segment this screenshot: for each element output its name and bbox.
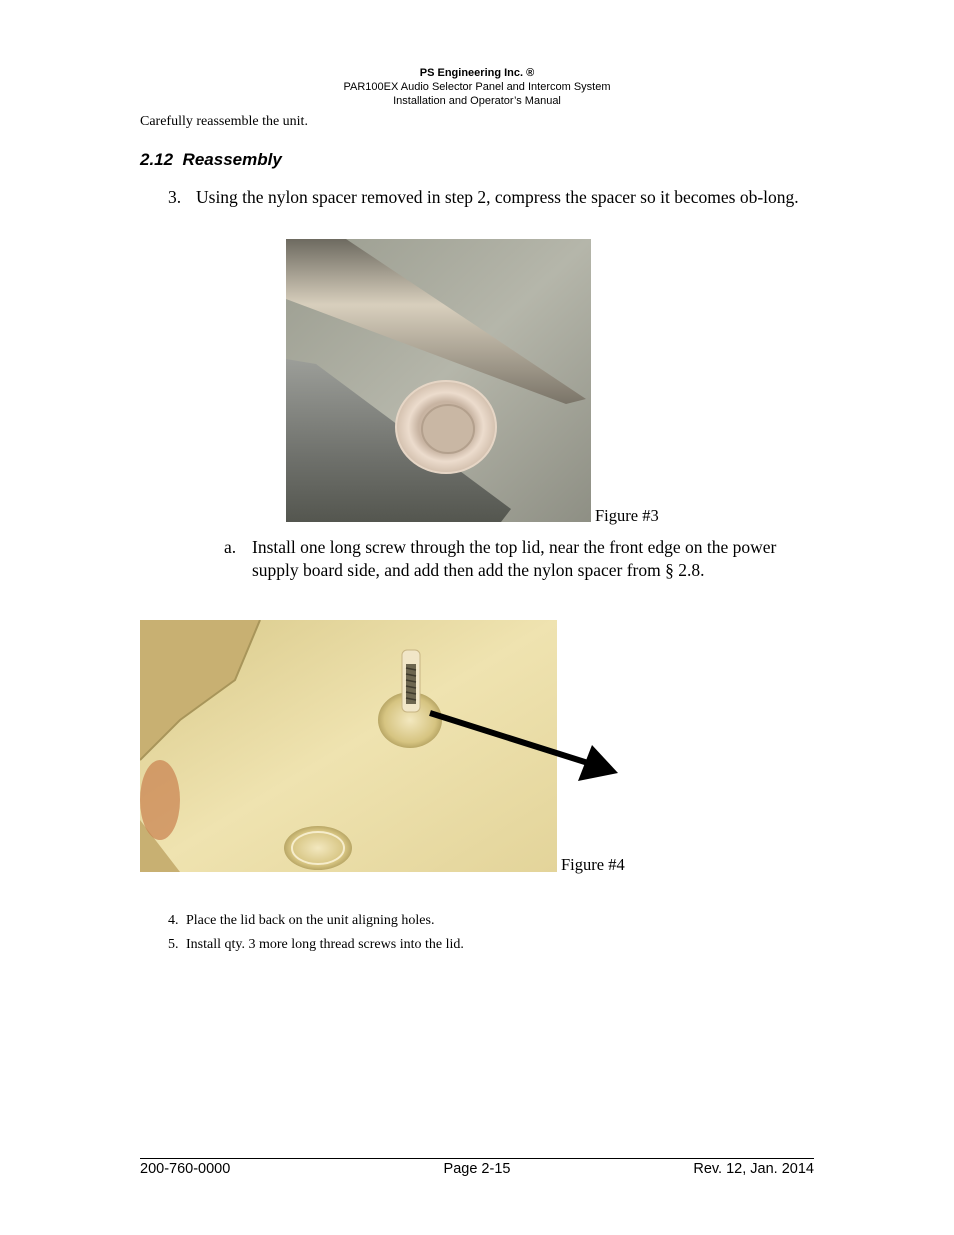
step-text: Place the lid back on the unit aligning holes.	[186, 913, 435, 928]
header-company: PS Engineering Inc. ®	[419, 67, 535, 79]
step-text: Install one long screw through the top lid, near the front edge on the power supply board side, and add then add the nylon spacer from § 2.8.	[252, 537, 777, 580]
step-number: 5.	[168, 937, 179, 952]
intro-text: Carefully reassemble the unit.	[140, 114, 308, 129]
section-heading	[140, 150, 282, 170]
figure-4-arrow	[420, 695, 630, 785]
section-title: Reassembly	[182, 150, 282, 169]
header-manual: Installation and Operator’s Manual	[393, 95, 561, 107]
footer-rule	[140, 1158, 814, 1159]
step-number: 3.	[168, 187, 182, 207]
step-number: 4.	[168, 913, 179, 928]
figure-3-photo	[286, 239, 591, 522]
header-product: PAR100EX Audio Selector Panel and Intercom System	[343, 81, 611, 93]
figure-4-caption: Figure #4	[561, 855, 625, 874]
step-text: Using the nylon spacer removed in step 2, compress the spacer so it becomes ob-long.	[196, 187, 799, 207]
footer-doc-number: 200-760-0000	[140, 1161, 231, 1177]
footer-page-number: Page 2-15	[443, 1161, 511, 1177]
step-text: Install qty. 3 more long thread screws into the lid.	[186, 937, 464, 952]
section-number: 2.12	[140, 150, 174, 169]
footer-revision: Rev. 12, Jan. 2014	[693, 1161, 814, 1177]
figure-3-caption: Figure #3	[595, 506, 659, 525]
step-number: a.	[224, 537, 237, 557]
